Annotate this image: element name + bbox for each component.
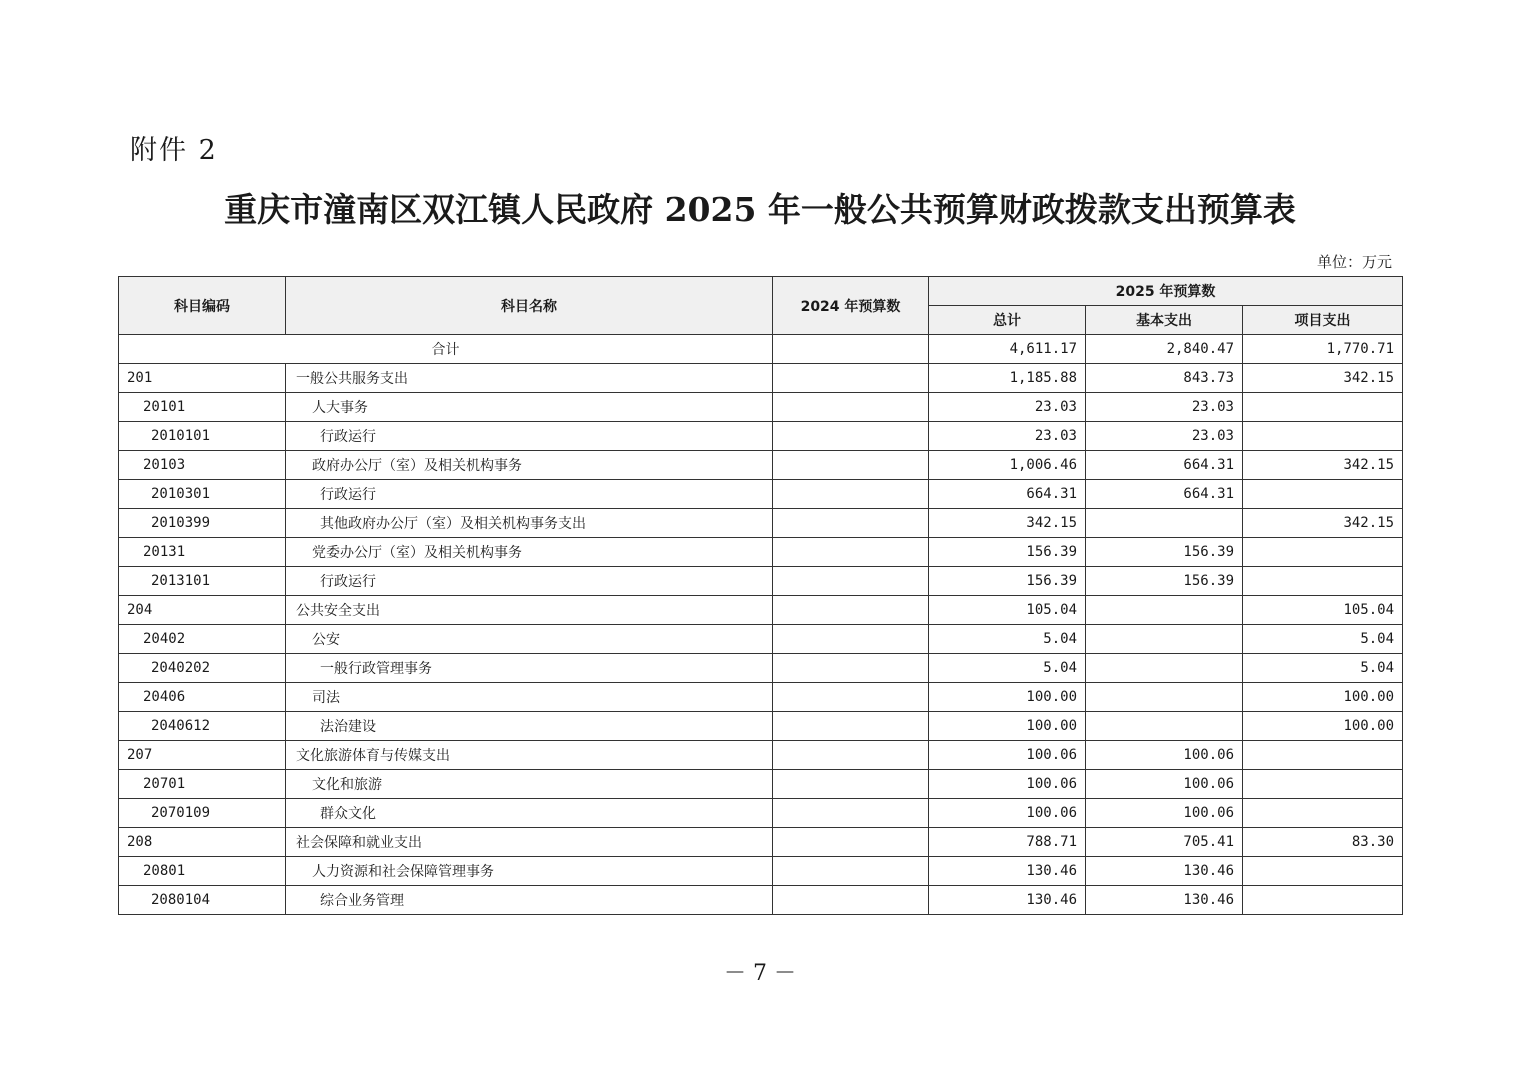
table-row xyxy=(119,422,1403,451)
row-prev-year xyxy=(773,770,929,799)
row-name: 公共安全支出 xyxy=(286,596,773,625)
budget-table xyxy=(118,276,1403,915)
row-project: 100.00 xyxy=(1243,683,1403,712)
row-basic: 156.39 xyxy=(1086,538,1243,567)
table-row xyxy=(119,828,1403,857)
row-total: 100.06 xyxy=(929,741,1086,770)
row-basic xyxy=(1086,683,1243,712)
row-code: 2070109 xyxy=(119,799,286,828)
page-title: 重庆市潼南区双江镇人民政府 2025 年一般公共预算财政拨款支出预算表 xyxy=(224,190,1296,229)
row-basic: 100.06 xyxy=(1086,799,1243,828)
row-prev-year xyxy=(773,886,929,915)
table-row xyxy=(119,393,1403,422)
row-prev-year xyxy=(773,538,929,567)
row-prev-year xyxy=(773,799,929,828)
row-code: 2040202 xyxy=(119,654,286,683)
header-current-year: 2025 年预算数 xyxy=(929,277,1403,306)
row-total: 5.04 xyxy=(929,625,1086,654)
row-basic: 130.46 xyxy=(1086,857,1243,886)
row-basic xyxy=(1086,712,1243,741)
row-name: 群众文化 xyxy=(286,799,773,828)
row-name: 一般行政管理事务 xyxy=(286,654,773,683)
row-name: 司法 xyxy=(286,683,773,712)
row-prev-year xyxy=(773,596,929,625)
row-name: 人力资源和社会保障管理事务 xyxy=(286,857,773,886)
row-total: 1,006.46 xyxy=(929,451,1086,480)
table-row xyxy=(119,712,1403,741)
table-row xyxy=(119,770,1403,799)
row-basic: 664.31 xyxy=(1086,451,1243,480)
row-project: 83.30 xyxy=(1243,828,1403,857)
row-name: 文化旅游体育与传媒支出 xyxy=(286,741,773,770)
row-basic: 100.06 xyxy=(1086,770,1243,799)
row-basic: 664.31 xyxy=(1086,480,1243,509)
row-project xyxy=(1243,857,1403,886)
totals-row xyxy=(119,335,1403,364)
row-project: 5.04 xyxy=(1243,625,1403,654)
row-code: 20701 xyxy=(119,770,286,799)
row-total: 105.04 xyxy=(929,596,1086,625)
row-basic: 843.73 xyxy=(1086,364,1243,393)
row-total: 100.00 xyxy=(929,683,1086,712)
row-name: 行政运行 xyxy=(286,480,773,509)
row-total: 156.39 xyxy=(929,538,1086,567)
row-name: 社会保障和就业支出 xyxy=(286,828,773,857)
table-row xyxy=(119,741,1403,770)
row-total: 664.31 xyxy=(929,480,1086,509)
row-total: 1,185.88 xyxy=(929,364,1086,393)
table-row xyxy=(119,683,1403,712)
row-code: 20801 xyxy=(119,857,286,886)
header-basic: 基本支出 xyxy=(1086,306,1243,335)
row-prev-year xyxy=(773,654,929,683)
row-code: 208 xyxy=(119,828,286,857)
row-total: 23.03 xyxy=(929,393,1086,422)
table-row xyxy=(119,596,1403,625)
row-code: 20131 xyxy=(119,538,286,567)
row-project xyxy=(1243,393,1403,422)
table-row xyxy=(119,625,1403,654)
table-row xyxy=(119,857,1403,886)
table-row xyxy=(119,886,1403,915)
row-total: 130.46 xyxy=(929,886,1086,915)
row-prev-year xyxy=(773,828,929,857)
header-total: 总计 xyxy=(929,306,1086,335)
row-name: 综合业务管理 xyxy=(286,886,773,915)
row-prev-year xyxy=(773,480,929,509)
row-code: 20406 xyxy=(119,683,286,712)
row-prev-year xyxy=(773,509,929,538)
row-project xyxy=(1243,538,1403,567)
header-code: 科目编码 xyxy=(119,277,286,335)
row-total: 100.00 xyxy=(929,712,1086,741)
row-prev-year xyxy=(773,364,929,393)
row-project xyxy=(1243,741,1403,770)
row-prev-year xyxy=(773,422,929,451)
table-row xyxy=(119,538,1403,567)
row-project xyxy=(1243,422,1403,451)
row-code: 20402 xyxy=(119,625,286,654)
row-basic: 130.46 xyxy=(1086,886,1243,915)
table-row xyxy=(119,364,1403,393)
row-total: 23.03 xyxy=(929,422,1086,451)
row-code: 2010301 xyxy=(119,480,286,509)
row-name: 法治建设 xyxy=(286,712,773,741)
row-total: 100.06 xyxy=(929,770,1086,799)
row-prev-year xyxy=(773,741,929,770)
row-basic xyxy=(1086,509,1243,538)
row-total: 5.04 xyxy=(929,654,1086,683)
row-basic xyxy=(1086,654,1243,683)
row-basic: 705.41 xyxy=(1086,828,1243,857)
row-code: 201 xyxy=(119,364,286,393)
row-project: 105.04 xyxy=(1243,596,1403,625)
row-name: 政府办公厅（室）及相关机构事务 xyxy=(286,451,773,480)
table-row xyxy=(119,509,1403,538)
table-row xyxy=(119,654,1403,683)
row-basic: 23.03 xyxy=(1086,422,1243,451)
header-prev-year: 2024 年预算数 xyxy=(773,277,929,335)
row-total: 100.06 xyxy=(929,799,1086,828)
row-basic: 23.03 xyxy=(1086,393,1243,422)
row-code: 2013101 xyxy=(119,567,286,596)
totals-label: 合计 xyxy=(119,335,773,364)
row-name: 公安 xyxy=(286,625,773,654)
row-code: 20101 xyxy=(119,393,286,422)
row-project: 5.04 xyxy=(1243,654,1403,683)
row-project xyxy=(1243,799,1403,828)
row-total: 130.46 xyxy=(929,857,1086,886)
row-prev-year xyxy=(773,393,929,422)
totals-total: 4,611.17 xyxy=(929,335,1086,364)
row-basic xyxy=(1086,625,1243,654)
row-code: 20103 xyxy=(119,451,286,480)
row-total: 788.71 xyxy=(929,828,1086,857)
table-body xyxy=(119,335,1403,915)
table-header xyxy=(119,277,1403,335)
row-name: 一般公共服务支出 xyxy=(286,364,773,393)
page-number: － 7 － xyxy=(724,961,796,986)
row-name: 文化和旅游 xyxy=(286,770,773,799)
row-name: 党委办公厅（室）及相关机构事务 xyxy=(286,538,773,567)
row-total: 156.39 xyxy=(929,567,1086,596)
row-prev-year xyxy=(773,625,929,654)
table-row xyxy=(119,451,1403,480)
row-project xyxy=(1243,770,1403,799)
row-total: 342.15 xyxy=(929,509,1086,538)
table-row xyxy=(119,799,1403,828)
row-code: 2040612 xyxy=(119,712,286,741)
row-project xyxy=(1243,480,1403,509)
row-code: 207 xyxy=(119,741,286,770)
row-prev-year xyxy=(773,451,929,480)
totals-project: 1,770.71 xyxy=(1243,335,1403,364)
row-project: 100.00 xyxy=(1243,712,1403,741)
row-name: 人大事务 xyxy=(286,393,773,422)
row-prev-year xyxy=(773,712,929,741)
row-basic: 156.39 xyxy=(1086,567,1243,596)
row-project: 342.15 xyxy=(1243,364,1403,393)
row-basic xyxy=(1086,596,1243,625)
attachment-label: 附件 2 xyxy=(130,135,218,166)
row-prev-year xyxy=(773,683,929,712)
row-name: 其他政府办公厅（室）及相关机构事务支出 xyxy=(286,509,773,538)
totals-basic: 2,840.47 xyxy=(1086,335,1243,364)
totals-prev xyxy=(773,335,929,364)
row-code: 2080104 xyxy=(119,886,286,915)
row-project xyxy=(1243,567,1403,596)
row-project: 342.15 xyxy=(1243,451,1403,480)
row-prev-year xyxy=(773,857,929,886)
table-row xyxy=(119,567,1403,596)
row-code: 204 xyxy=(119,596,286,625)
row-code: 2010101 xyxy=(119,422,286,451)
header-project: 项目支出 xyxy=(1243,306,1403,335)
table-row xyxy=(119,480,1403,509)
row-project xyxy=(1243,886,1403,915)
row-project: 342.15 xyxy=(1243,509,1403,538)
row-prev-year xyxy=(773,567,929,596)
row-code: 2010399 xyxy=(119,509,286,538)
unit-label: 单位：万元 xyxy=(1316,253,1392,271)
row-name: 行政运行 xyxy=(286,567,773,596)
row-name: 行政运行 xyxy=(286,422,773,451)
header-name: 科目名称 xyxy=(286,277,773,335)
row-basic: 100.06 xyxy=(1086,741,1243,770)
